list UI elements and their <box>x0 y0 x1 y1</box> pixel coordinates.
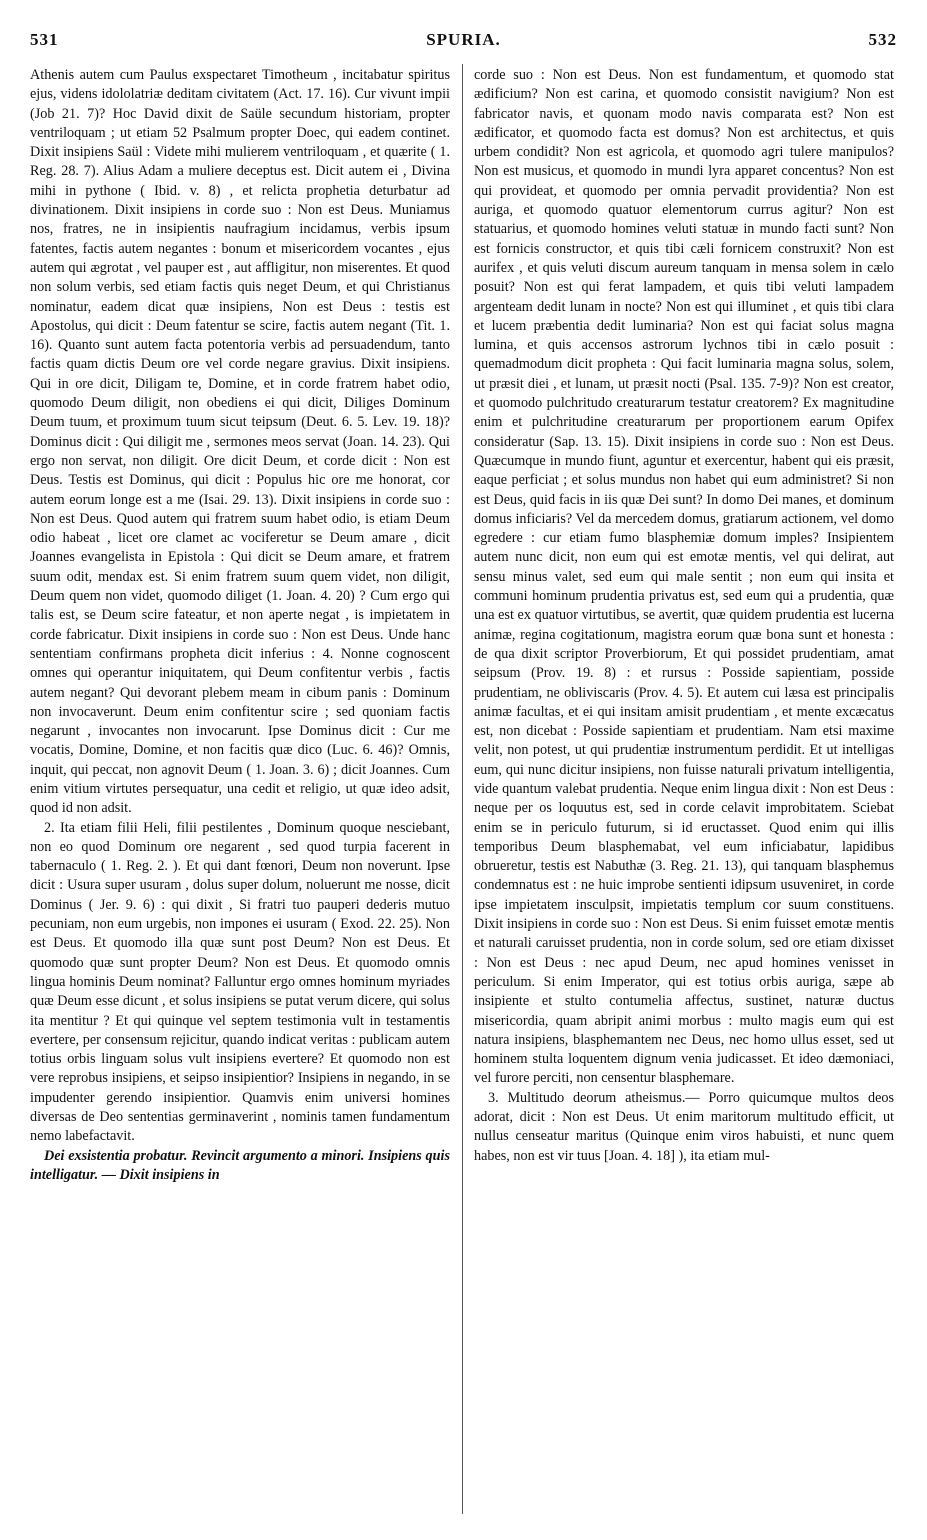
paragraph: 3. Multitudo deorum atheismus.— Porro quicumque multos deos adorat, dicit : Non est Deus. Ut enim maritorum multitudo efficit, ut nullus censeatur maritus (Quinque enim viros habuisti, et nunc quem habes, non est vir tuus [Joan. 4. 18] ), ita etiam mul- <box>474 1089 894 1164</box>
column-divider <box>462 64 463 1514</box>
right-column <box>474 66 894 1516</box>
paragraph: 2. Ita etiam filii Heli, filii pestilentes , Dominum quoque nesciebant, non eo quod Dominum ore negarent , sed quod turpia facerent in tabernaculo ( 1. Reg. 2. ). Et qui dant fœnori, Deum non noverunt. Ipse dicit : Usura super usuram , dolus super dolum, noluerunt me nosse, dicit Dominus ( Jer. 9. 6) : qui dixit , Si fratri tuo pauperi dederis mutuo pecuniam, non eum urgebis, non impones ei usuram ( Exod. 22. 25). Non est Deus. Et quomodo illa quæ sunt post Deum? Non est Deus. Et quomodo quæ sunt propter Deum? Non est Deus. Et quomodo omnis lingua hominis Deum nominat? Falluntur ergo omnes hominum myriades quæ Deum esse dicunt , et solus insipiens se putat verum dicere, qui solus ita mentitur ? Et qui quinque vel septem testimonia vult in testamentis evertere, per consensum rejicitur, quando indicat veritas : publicam autem totius orbis linguam solus vult insipiens evertere? Et quomodo non est vere reprobus insipiens, et seipso insipientior? Insipiens in negando, in se impudenter gerendo insipientior. Quamvis enim universi homines diversas de Deo sententias germinaverint , nominis tamen fundamentum nemo labefactavit. <box>30 819 450 1145</box>
section-heading: Dei exsistentia probatur. Revincit argumento a minori. Insipiens quis intelligatur. — Dixit insipiens in <box>30 1147 450 1183</box>
right-page-number: 532 <box>868 30 897 49</box>
paragraph: corde suo : Non est Deus. Non est fundamentum, et quomodo stat ædificium? Non est carina, et quomodo consistit navigium? Non est fabricator navis, et quonam modo navis comparata est? Non est ædificator, et quomodo facta est domus? Non est architectus, et quis urbem condidit? Non est agricola, et quomodo agri tulere manipulos? Non est musicus, et quomodo in mundi lyra apparet concentus? Non est qui provideat, et quomodo per omnia pervadit providentia? Non est auriga, et quomodo quatuor elementorum currus agitur? Non est statuarius, et quomodo homines veluti statuæ in mundo facti sunt? Non est fornicis constructor, et quis tibi cæli fornicem construxit? Non est aurifex , et quis veluti discum aureum tanquam in mensa solem in cælo posuit? Non est qui ferat lampadem, et quis tibi veluti lampadem argenteam dedit lunam in nocte? Non est qui illuminet , et quis tibi clara et lucem præbentia dedit luminaria? Non est qui faciat solus magna lumina, et quis accensos astrorum lychnos tibi in cælo posuit : quemadmodum dicit propheta : Qui facit luminaria magna solus, solem, ut præsit diei , et lunam, ut præsit nocti (Psal. 135. 7-9)? Non est creator, et quomodo pulchritudo creaturarum testatur creatorem? Ex magnitudine enim et pulchritudine creaturarum per proportionem earum Opifex consideratur (Sap. 13. 15). Dixit insipiens in corde suo : Non est Deus. Quæcumque in mundo fiunt, aguntur et exercentur, habent qui eis præsit, eaque perficiat ; et solus mundus non habet qui eum administret? Si non est Deus, quid facis in iis quæ Dei sunt? In domo Dei manes, et dominum domus inficiaris? Vel da mercedem domus, gratiarum actionem, vel domo egredere : cur etiam fumo blasphemiæ domum imples? Insipientem autem nunc dicit, non eum qui est emotæ mentis, vel qui delirat, aut sensu minus valet, sed eum qui male sentit ; non eum qui insita et communi hominum prudentia privatus est, sed eum qui a prudentia, quæ una est ex quatuor virtutibus, se avertit, quæ quidem prudentia est lucerna animæ, regina cogitationum, magistra eorum quæ bona sunt et honesta : de qua dixit scriptor Proverbiorum, Et qui possidet prudentiam, amat seipsum (Prov. 19. 8) : et rursus : Posside sapientiam, posside prudentiam, ne obliviscaris (Prov. 4. 5). Et autem cui læsa est principalis animæ facultas, et ei qui insitam amisit prudentiam , et mente excæcatus est, non dicebat : Posside sapientiam et prudentiam. Nam etsi maxime velit, non potest, ut qui prudentiæ instrumentum perdidit. Et ut intelligas eum, qui nunc dicitur insipiens, non fuisse naturali privatum intelligentia, vide quantum valebat prudentia. Neque enim lingua dixit : Non est Deus : neque per os loquutus est, sed in corde celavit improbitatem. Sciebat enim se in periculo futurum, si id eructasset. Quod enim qui illis temporibus Deum blasphemabat, vel eum inficiabatur, lapidibus obrueretur, testis est Nabuthæ (3. Reg. 21. 13), qui tanquam blasphemus condemnatus est : ne huic improbe sentienti idipsum usuveniret, in corde ipse impietatem insculpsit, impietatis templum cor suum constituens. Dixit insipiens in corde suo : Non est Deus. Si enim fuisset emotæ mentis et naturali caruisset prudentia, non in corde solum, sed ore etiam dixisset : Non est Deus : nec apud Deum, nec apud homines venisset in periculum. Si enim Imperator, qui est totius orbis auriga, sæpe ab insipiente et stulto contumelia affectus, sustinet, naturæ ductus misericordia, quam abripit animi morbus : multo magis eum qui est natura insipiens, blasphemantem nec Deus, nec homo ullus esset, sed ut hominem stulta loquentem dignum venia judicasset. Et ideo dæmoniaci, vel furore perciti, non censentur blasphemare. <box>474 67 894 1087</box>
left-page-number: 531 <box>30 30 59 49</box>
left-column <box>30 66 450 1516</box>
page-header <box>30 30 897 56</box>
paragraph: Athenis autem cum Paulus exspectaret Timotheum , incitabatur spiritus ejus, videns idololatriæ deditam civitatem (Act. 17. 16). Cur vivunt impii (Job 21. 7)? Hoc David dixit de Saüle secundum historiam, propter ventriloquam ; ut etiam 52 Psalmum propter Doec, qui eadem continet. Dixit insipiens Saül : Videte mihi mulierem ventriloquam , et quærite ( 1. Reg. 28. 7). Alius Adam a muliere deceptus est. Dicit autem ei , Divina mihi in pythone ( Ibid. v. 8) , et relicta prophetia deturbatur ad divinationem. Dixit insipiens in corde suo : Non est Deus. Muniamus nos, fratres, ne in insipientis naufragium incidamus, verbis ipsum fatentes, factis autem negantes : bonum et misericordem vocantes , ejus autem qui ægrotat , vel pauper est , aut affligitur, non miserentes. Et quod non solum verbis, sed etiam factis quis neget Deum, et qui Christianus nominatur, eadem dicat quæ insipiens, Non est Deus : testis est Apostolus, qui dicit : Deum fatentur se scire, factis autem negant (Tit. 1. 16). Quanto sunt autem facta potentoria verbis ad persuadendum, tanto factis quam dictis Deum ore vel corde negare gravius. Dixit insipiens. Qui in ore dicit, Diligam te, Domine, et in corde fratrem habet odio, quomodo Deum diligit, non obediens ei qui dicit, Diliges Dominum Deum tuum, et proximum tuum sicut teipsum (Deut. 6. 5. Lev. 19. 18)? Dominus dicit : Qui diligit me , sermones meos servat (Joan. 14. 23). Qui ergo non servat, non diligit. Ore dicit Deum, et corde dicit : Non est Deus. Testis est Dominus, qui dicit : Populus hic ore me honorat, cor autem eorum longe est a me (Isai. 29. 13). Dixit insipiens in corde suo : Non est Deus. Quod autem qui fratrem suum habet odio, is etiam Deum odio habeat , licet ore clamet ac vociferetur se Deum amare , dicit Joannes evangelista in Epistola : Qui dicit se Deum amare, et fratrem suum odit, mendax est. Si enim fratrem suum quem videt, non diligit, Deum quem non videt, quomodo diliget (1. Joan. 4. 20) ? Cum ergo qui talis est, se Deum scire fateatur, et non aperte negat , is impietatem in corde fabricatur. Dixit insipiens in corde suo : Non est Deus. Unde hanc sententiam confirmans propheta dicit inferius : 4. Nonne cognoscent omnes qui operantur iniquitatem, qui Deum confitentur verbis , factis autem negant? Qui devorant plebem meam in cibum panis : Dominum non invocaverunt. Deum enim confitentur scire ; sed quoniam factis negarunt , invocantes non invocarunt. Ipse Dominus dicit : Cur me vocatis, Domine, Domine, et non facitis quæ dico (Luc. 6. 46)? Omnis, inquit, qui peccat, non agnovit Deum ( 1. Joan. 3. 6) ; dicit Joannes. Cum enim vitium virtutes persequatur, una cedit et religio, ut quæ ideo adsit, quod id non adsit. <box>30 67 450 817</box>
running-title: SPURIA. <box>426 30 501 49</box>
